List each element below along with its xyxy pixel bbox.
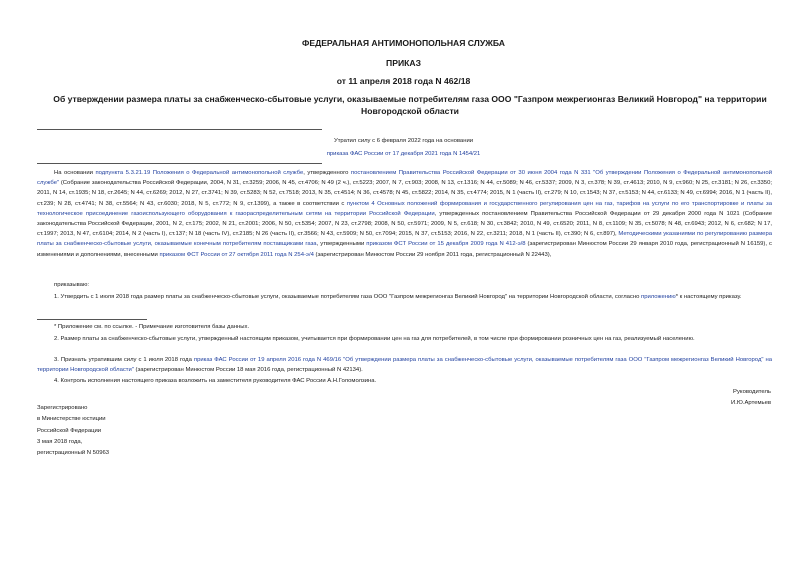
- registration-line: регистрационный N 50963: [37, 450, 110, 457]
- registration-line: в Министерстве юстиции: [37, 416, 106, 423]
- status-note-text: Утратил силу с 6 февраля 2022 года на основании: [333, 138, 474, 144]
- registration-line: Российской Федерации: [37, 427, 102, 434]
- registration-line: Зарегистрировано: [37, 405, 88, 411]
- link-repealed-order[interactable]: приказ ФАС России от 19 апреля 2016 года N 469/16 "Об утверждении размера платы за снабженческо-сбытовые услуги, оказываемые потребителям газа ООО "Газпром межрегионгаз Великий Новгород" на территории Новгородской области": [37, 357, 772, 374]
- divider-status: [37, 163, 322, 164]
- preamble-paragraph: На основании подпункта 5.3.21.19 Положения о Федеральной антимонопольной службе, утвержденного постановлением Правительства Российской Федерации от 30 июня 2004 года N 331 "Об утверждении Положения о Федеральной антимонопольной службе" (Собрание законодательства Российской Федерации, 2004, N 31, ст.3259; 2006, N 45, ст.4706; N 49 (2 ч.), ст.5223; 2007, N 7, ст.903; 2008, N 13, ст.1316; N 44, ст.5089; N 46, ст.5337; 2009, N 3, ст.378; N 39, ст.4613; 2010, N 9, ст.960; N 25, ст.3181; N 26, ст.3350; 2011, N 14, ст.1935; N 18, ст.2645; N 44, ст.6269; 2012, N 27, ст.3741; N 39, ст.5283; N 52, ст.7518; 2013, N 35, ст.4514; N 36, ст.4578; N 45, ст.5822; 2014, N 35, ст.4774; 2015, N 1 (часть II), ст.279; N 10, ст.1543; N 37, ст.5153; N 44, ст.6133; N 49, ст.6994; 2016, N 1 (часть II), ст.239; N 28, ст.4741; N 38, ст.5564; N 43, ст.6030; 2018, N 5, ст.772; N 9, ст.1399), а также в соответствии с пунктом 4 Основных положений формирования и государственного регулирования цен на газ, тарифов на услуги по его транспортировке и платы за технологическое присоединение газоиспользующего оборудования к газораспределительным сетям на территории Российской Федерации, утвержденных постановлением Правительства Российской Федерации от 29 декабря 2000 года N 1021 (Собрание законодательства Российской Федерации, 2001, N 2, ст.175; 2002, N 21, ст.2001; 2006, N 50, ст.5354; 2007, N 23, ст.2798; 2008, N 50, ст.5971; 2009, N 5, ст.618; N 30, ст.3842; 2010, N 49, ст.6520; 2011, N 8, ст.1109; N 35, ст.5078; N 48, ст.6943; 2012, N 6, ст.682; N 17, ст.1997; 2013, N 47, ст.6104; 2014, N 2 (часть I), ст.137; N 18 (часть IV), ст.2185; N 26 (часть II), ст.3566; N 43, ст.5909; N 50, ст.7094; 2015, N 37, ст.5153; 2016, N 22, ст.3211; 2018, N 1 (часть II), ст.390; N 6, ст.897), Методическими указаниями по регулированию размера платы за снабженческо-сбытовые услуги, оказываемые конечным потребителям поставщиками газа, утвержденными приказом ФСТ России от 15 декабря 2009 года N 412-э/8 (зарегистрирован Минюстом России 29 января 2010 года, регистрационный N 16159), с изменениями и дополнениями, внесенными приказом ФСТ России от 27 октября 2011 года N 254-э/4 (зарегистрирован Минюстом России 29 ноября 2011 года, регистрационный N 22443),: [37, 170, 773, 258]
- link-subclause[interactable]: подпункта 5.3.21.19 Положения о Федеральной антимонопольной службе: [95, 170, 304, 176]
- status-note: [0, 135, 807, 161]
- doc-type: ПРИКАЗ: [386, 58, 421, 68]
- signature-name: И.Ю.Артемьев: [731, 400, 771, 407]
- status-note-link[interactable]: приказа ФАС России от 17 декабря 2021 года N 1454/21: [326, 151, 481, 157]
- clause-3: 3. Признать утратившим силу с 1 июля 2018 года приказ ФАС России от 19 апреля 2016 года N 469/16 "Об утверждении размера платы за снабженческо-сбытовые услуги, оказываемые потребителям газа ООО "Газпром межрегионгаз Великий Новгород" на территории Новгородской области" (зарегистрирован Минюстом России 18 мая 2016 года, регистрационный N 42134).: [37, 357, 772, 374]
- registration-block: [37, 403, 109, 459]
- link-fst-order-254[interactable]: приказом ФСТ России от 27 октября 2011 года N 254-э/4: [159, 251, 314, 258]
- agency-name: ФЕДЕРАЛЬНАЯ АНТИМОНОПОЛЬНАЯ СЛУЖБА: [302, 38, 505, 48]
- divider-top: [37, 129, 322, 130]
- clause-2: 2. Размер платы за снабженческо-сбытовые услуги, утвержденный настоящим приказом, учитывается при формировании цен на газ для потребителей, в том числе при формировании розничных цен на газ, реализуемый населению.: [54, 336, 695, 342]
- doc-date-number: от 11 апреля 2018 года N 462/18: [336, 76, 471, 86]
- link-fst-order-412[interactable]: приказом ФСТ России от 15 декабря 2009 года N 412-э/8: [366, 241, 526, 248]
- link-methodical-guidelines[interactable]: Методическими указаниями по регулированию размера платы за снабженческо-сбытовые услуги, оказываемые конечным потребителям поставщиками газа: [37, 231, 772, 248]
- link-basic-provisions[interactable]: пунктом 4 Основных положений формирования и государственного регулирования цен на газ, тарифов на услуги по его транспортировке и платы за технологическое присоединение газоиспользующего оборудования к газораспределительным сетям на территории Российской Федерации: [37, 200, 772, 217]
- link-government-decree[interactable]: постановлением Правительства Российской Федерации от 30 июня 2004 года N 331 "Об утверждении Положения о Федеральной антимонопольной службе": [37, 170, 772, 187]
- divider-footnote: [37, 319, 147, 320]
- signature-block: [731, 387, 771, 410]
- clause-1: 1. Утвердить с 1 июля 2018 года размер платы за снабженческо-сбытовые услуги, оказываемые потребителям газа ООО "Газпром межрегионгаз Великий Новгород" на территории Новгородской области, согласно приложению* к настоящему приказу.: [54, 294, 742, 300]
- clause-4: 4. Контроль исполнения настоящего приказа возложить на заместителя руководителя ФАС России А.Н.Голомолзина.: [54, 378, 377, 384]
- order-word: приказываю:: [54, 282, 90, 288]
- footnote: * Приложение см. по ссылке. - Примечание изготовителя базы данных.: [54, 324, 250, 330]
- registration-line: 3 мая 2018 года,: [37, 438, 83, 445]
- link-appendix[interactable]: приложению: [641, 294, 676, 300]
- doc-title: Об утверждении размера платы за снабженческо-сбытовые услуги, оказываемые потребителям газа ООО "Газпром межрегионгаз Великий Новгород" на территории Новгородской области: [53, 94, 767, 116]
- signature-role: Руководитель: [733, 389, 771, 395]
